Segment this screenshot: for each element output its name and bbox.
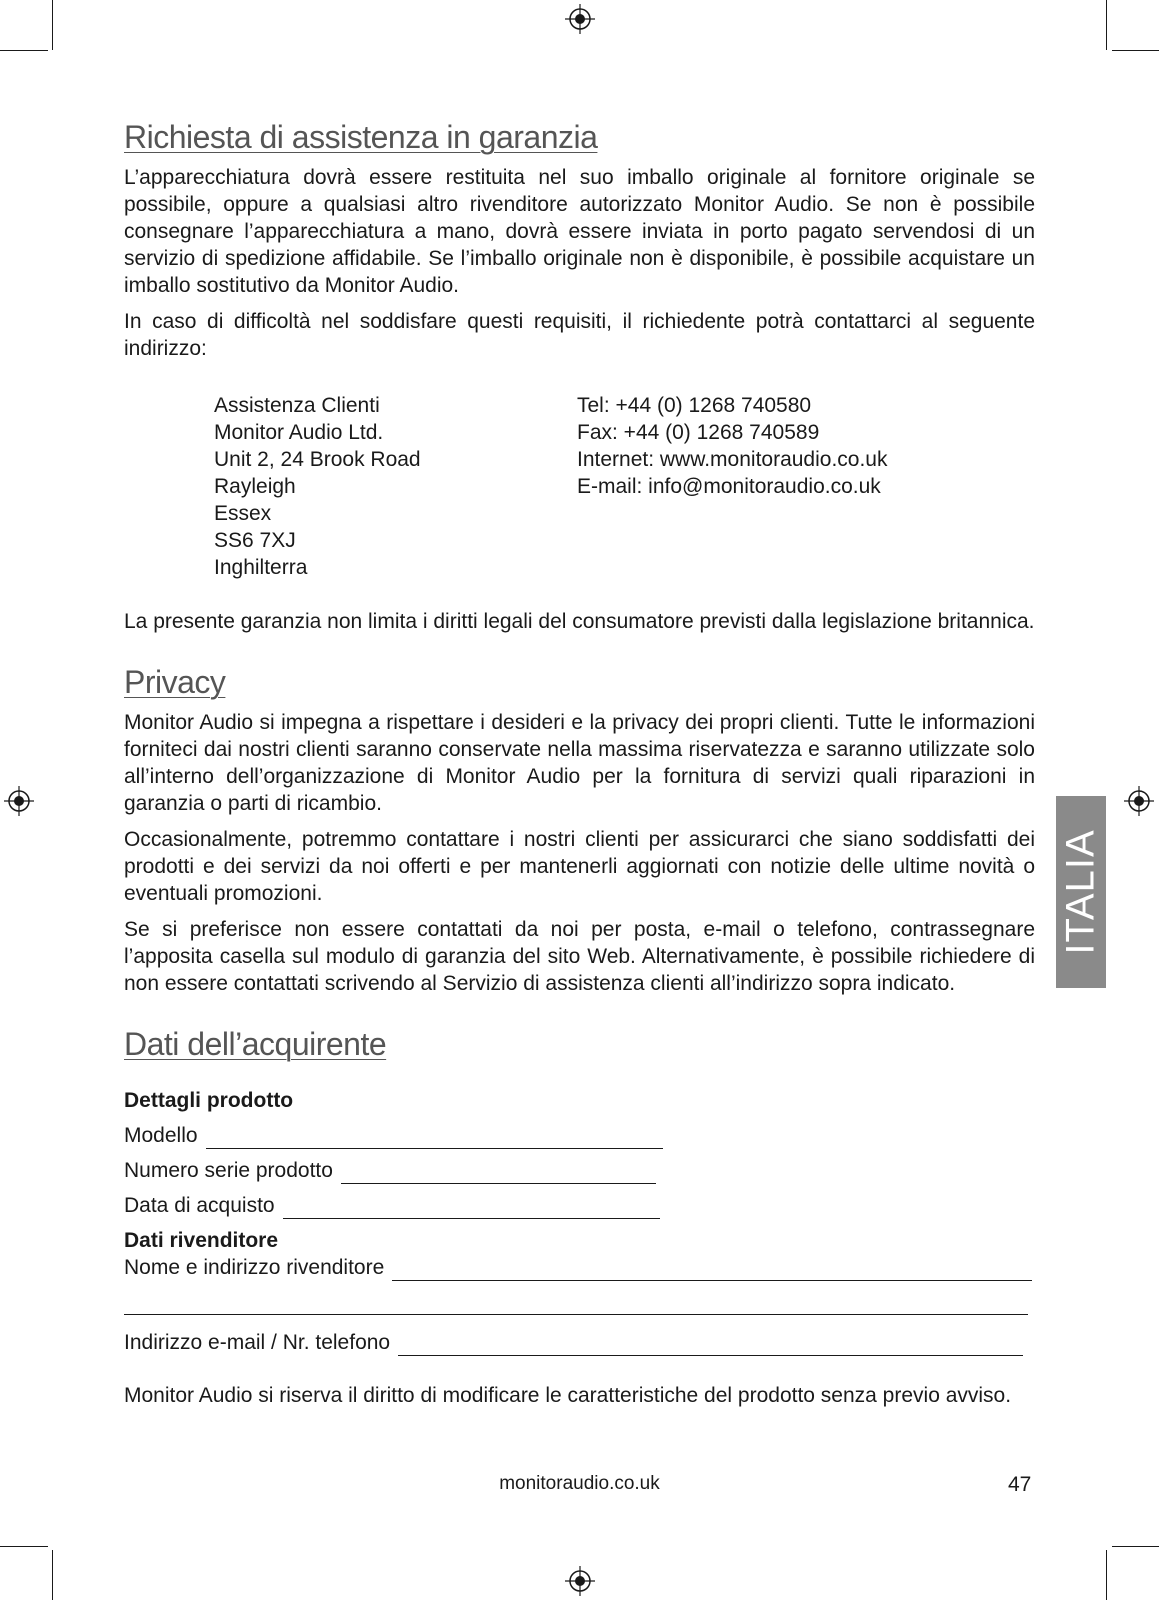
model-label: Modello — [124, 1124, 198, 1147]
contact-website: Internet: www.monitoraudio.co.uk — [577, 448, 888, 471]
crop-mark — [52, 0, 53, 50]
address-line: Unit 2, 24 Brook Road — [214, 448, 421, 471]
serial-label: Numero serie prodotto — [124, 1159, 333, 1182]
address-column — [214, 392, 577, 581]
address-line: Monitor Audio Ltd. — [214, 421, 384, 444]
warranty-paragraph-2: In caso di difficoltà nel soddisfare questi requisiti, il richiedente potrà contattarci al seguente indirizzo: — [124, 310, 1035, 360]
purchase-date-blank-line[interactable] — [283, 1198, 660, 1219]
dealer-field — [124, 1254, 1035, 1281]
crop-mark — [52, 1550, 53, 1600]
address-line: Assistenza Clienti — [214, 394, 380, 417]
model-blank-line[interactable] — [206, 1128, 663, 1149]
buyer-section-title: Dati dell’acquirente — [124, 1026, 387, 1062]
contact-phone: Tel: +44 (0) 1268 740580 — [577, 394, 812, 417]
address-line: Essex — [214, 502, 272, 525]
specification-notice: Monitor Audio si riserva il diritto di modificare le caratteristiche del prodotto senza previo avviso. — [124, 1384, 1012, 1407]
privacy-section-title: Privacy — [124, 664, 226, 700]
page-content — [124, 118, 1035, 1418]
model-field — [124, 1122, 1035, 1149]
crop-mark — [1106, 1550, 1107, 1600]
serial-blank-line[interactable] — [341, 1163, 656, 1184]
privacy-paragraph-1: Monitor Audio si impegna a rispettare i desideri e la privacy dei propri clienti. Tutte le informazioni forniteci dai nostri clienti saranno conservate nella massima riservatezza e saranno utilizzate solo all’interno dell’organizzazione di Monitor Audio per la fornitura di servizi quali riparazioni in garanzia o parti di ricambio. — [124, 711, 1035, 815]
contact-label: Indirizzo e-mail / Nr. telefono — [124, 1331, 391, 1354]
crop-mark — [0, 1546, 48, 1547]
contact-column — [577, 392, 888, 581]
warranty-paragraph-3: La presente garanzia non limita i diritti legali del consumatore previsti dalla legislazione britannica. — [124, 610, 1035, 633]
address-line: Inghilterra — [214, 556, 308, 579]
crop-mark — [1106, 0, 1107, 50]
footer-url: monitoraudio.co.uk — [499, 1473, 660, 1494]
dealer-label: Nome e indirizzo rivenditore — [124, 1256, 385, 1279]
language-side-tab — [1056, 796, 1106, 988]
address-block — [214, 392, 1035, 581]
page-number: 47 — [1008, 1473, 1032, 1496]
privacy-paragraph-2: Occasionalmente, potremmo contattare i nostri clienti per assicurarci che siano soddisfatti dei prodotti e dei servizi da noi offerti e per mantenerli aggiornati con notizie delle ultime novità o eventuali promozioni. — [124, 828, 1035, 905]
registration-crosshair-icon — [4, 786, 34, 816]
crop-mark — [1112, 50, 1159, 51]
privacy-paragraph-3: Se si preferisce non essere contattati da noi per posta, e-mail o telefono, contrassegnare l’apposita casella sul modulo di garanzia del sito Web. Alternativamente, è possibile richiedere di non essere contattati scrivendo al Servizio di assistenza clienti all’indirizzo sopra indicato. — [124, 918, 1035, 995]
purchase-date-field — [124, 1192, 1035, 1219]
registration-crosshair-icon — [565, 4, 595, 34]
language-side-tab-label: ITALIA — [1058, 829, 1103, 955]
crop-mark — [0, 50, 48, 51]
contact-email: E-mail: info@monitoraudio.co.uk — [577, 475, 881, 498]
registration-crosshair-icon — [565, 1566, 595, 1596]
dealer-blank-line-2[interactable] — [124, 1313, 1028, 1315]
crop-mark — [1112, 1546, 1159, 1547]
warranty-section-title: Richiesta di assistenza in garanzia — [124, 119, 598, 155]
contact-blank-line[interactable] — [398, 1335, 1023, 1356]
address-line: Rayleigh — [214, 475, 296, 498]
warranty-paragraph-1: L’apparecchiatura dovrà essere restituita nel suo imballo originale al fornitore originale se possibile, oppure a qualsiasi altro rivenditore autorizzato Monitor Audio. Se non è possibile consegnare l’apparecchiatura a mano, dovrà essere inviata in porto pagato servendosi di un servizio di spedizione affidabile. Se l’imballo originale non è disponibile, è possibile acquistare un imballo sostitutivo da Monitor Audio. — [124, 166, 1035, 297]
product-details-heading: Dettagli prodotto — [124, 1089, 294, 1112]
contact-field — [124, 1329, 1035, 1356]
contact-fax: Fax: +44 (0) 1268 740589 — [577, 421, 820, 444]
dealer-details-heading: Dati rivenditore — [124, 1229, 279, 1252]
purchase-date-label: Data di acquisto — [124, 1194, 275, 1217]
serial-field — [124, 1157, 1035, 1184]
registration-crosshair-icon — [1124, 786, 1154, 816]
address-line: SS6 7XJ — [214, 529, 296, 552]
dealer-blank-line[interactable] — [392, 1260, 1032, 1281]
